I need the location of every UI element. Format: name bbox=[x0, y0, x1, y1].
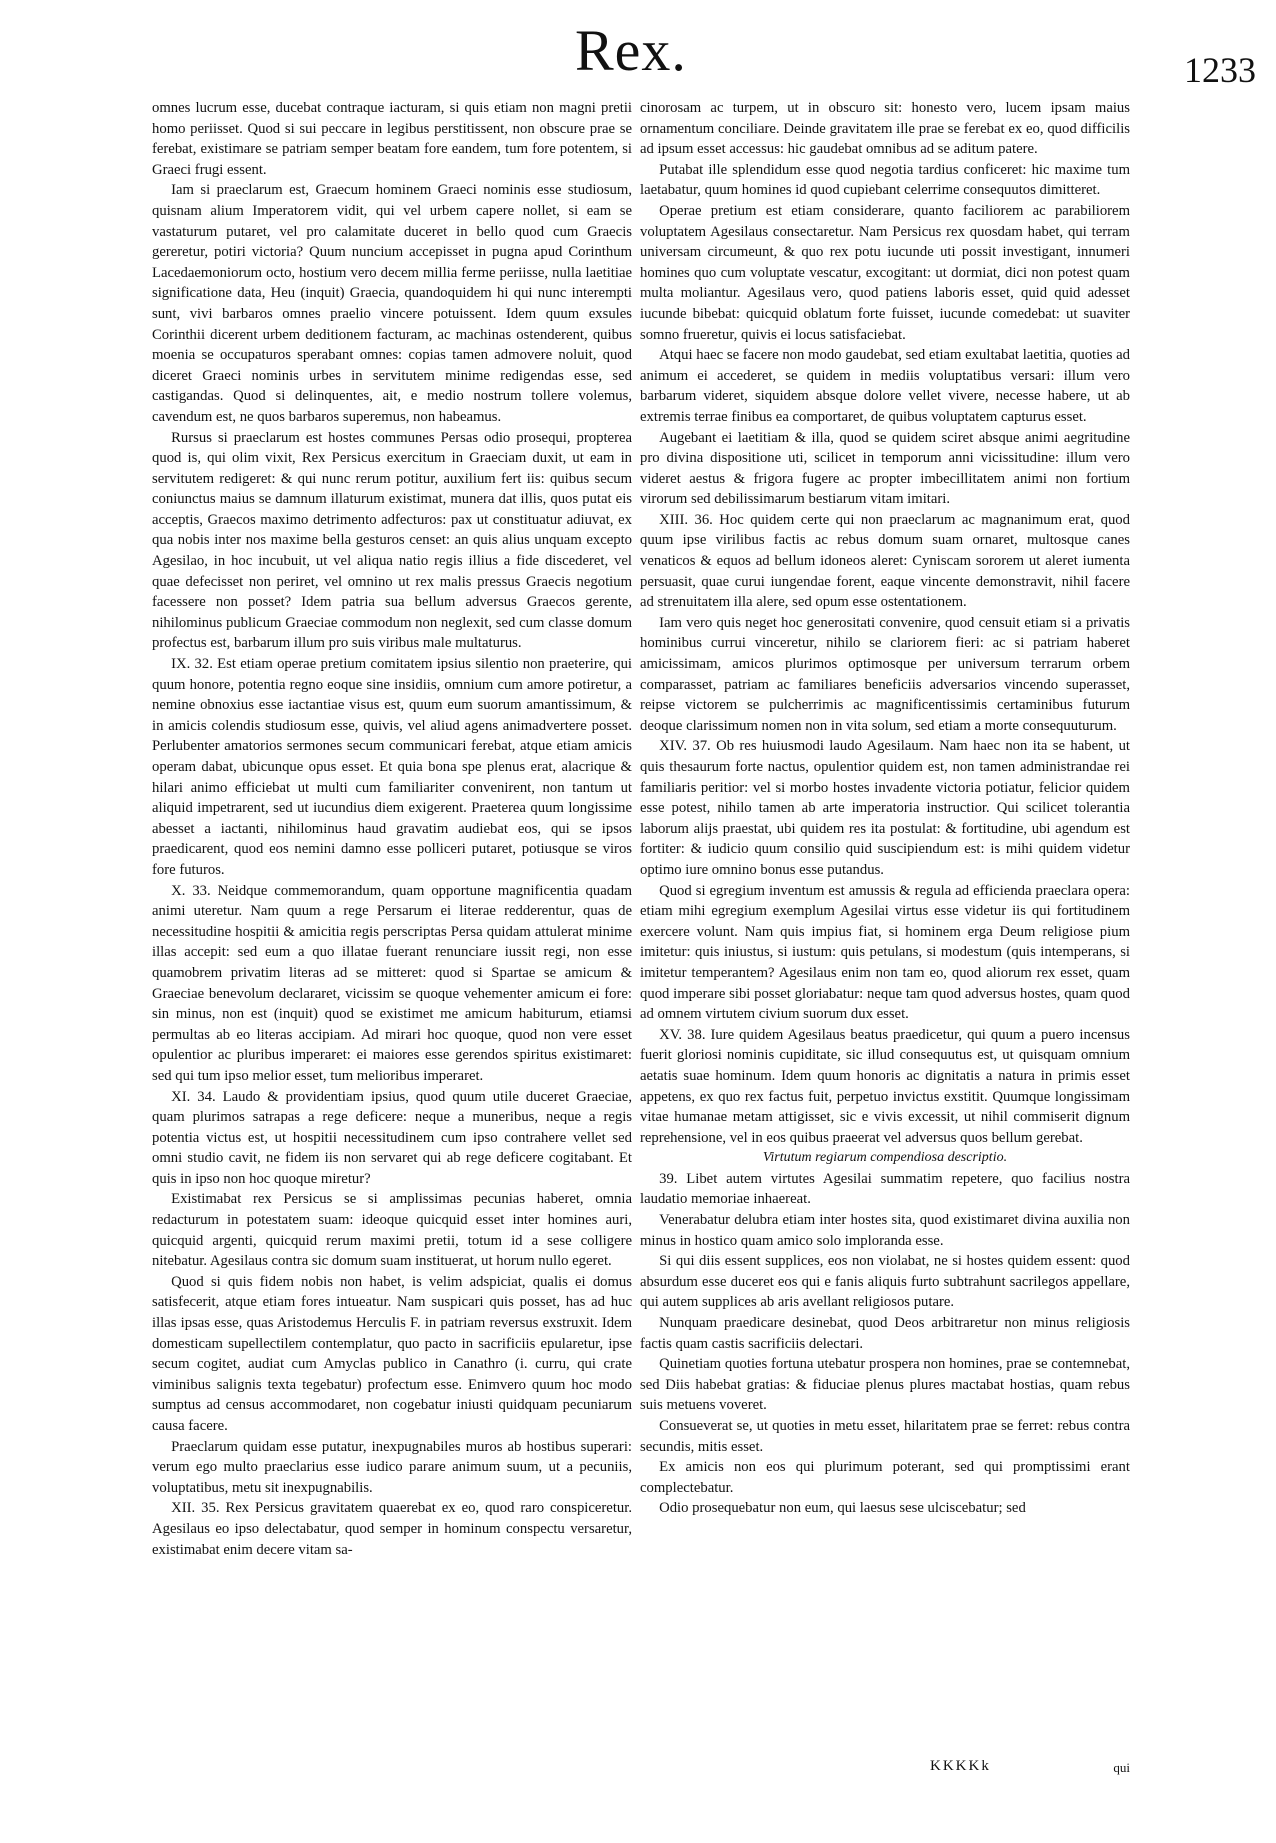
paragraph: 39. Libet autem virtutes Agesilai summatim repetere, quo facilius nostra laudatio memoriae inhaereat. bbox=[640, 1170, 1130, 1208]
paragraph: Existimabat rex Persicus se si amplissimas pecunias haberet, omnia redacturum in potestatem suam: ideoque quicquid esset inter homines auri, quicquid argenti, quicquid rerum maximi pretii, totum id a sese colligere nitebatur. Agesilaus contra sic domum suam instituerat, ut horum nullo egeret. bbox=[152, 1191, 632, 1270]
paragraph: Ex amicis non eos qui plurimum poterant, sed qui promptissimi erant complectebatur. bbox=[640, 1459, 1130, 1496]
paragraph: IX. 32. Est etiam operae pretium comitatem ipsius silentio non praeterire, qui quum honore, potentia regno eoque sine insidiis, omnium cum amore potiretur, a nemine obnoxius esse iactantiae visus est, quum eum suorum amantissimum, & in amicis colendis studiosum esse, quivis, vel aliud agens animadvertere posset. Perlubenter amatorios sermones secum communicari ferebat, atque etiam amicis operam dabat, ubicunque opus esset. Et quia bona spe plenus erat, alacrique & hilari animo efficiebat ut multi cum familiariter convenirent, non tantum ut aliquid impetrarent, sed ut iucundius diem exigerent. Praeterea quum longissime abesset a iactanti, nihilominus haud gravatim audiebat eos, qui se ipsos praedicarent, quod eos nemini damno esse polliceri putaret, potiusque se viros fore futuros. bbox=[152, 656, 632, 878]
right-column bbox=[640, 98, 1130, 1751]
paragraph: Praeclarum quidam esse putatur, inexpugnabiles muros ab hostibus superari: verum ego multo praeclarius esse iudico parare animum suum, ut a pecuniis, voluptatibus, metu sit inexpugnabilis. bbox=[152, 1438, 632, 1496]
paragraph: XI. 34. Laudo & providentiam ipsius, quod quum utile duceret Graeciae, quam plurimos satrapas a rege deficere: neque a muneribus, neque a regis potentia victus est, ut hospitii necessitudinem cum ipso contrahere vellet sed omni studio cavit, ne fidem iis non servaret qui ab rege deficere cogitabant. Et quis in ipso non hoc quoque miretur? bbox=[152, 1088, 632, 1187]
paragraph: Rursus si praeclarum est hostes communes Persas odio prosequi, propterea quod is, qui olim vixit, Rex Persicus exercitum in Graeciam duxit, ut eam in servitutem redigeret: & qui nunc rerum potitur, auxilium fert iis: quibus secum coniunctus maius se damnum illaturum existimat, munera dat illis, quos putat eis acceptis, Graecos maximo detrimento adfecturos: pax ut constituatur adiuvat, ex qua nobis inter nos maxime bella gesturos censet: an quis alius unquam excepto Agesilao, in hoc incubuit, ut vel aliqua natio regis illius a fide discederet, vel quae defecisset non periret, vel omnino ut rex malis pressus Graecis negotium facessere non posset? Idem patria sua bellum adversus Graecos gerente, nihilominus publicum Graeciae commodum non neglexit, sed cum classe domum profectus est, barbarum illum pro suis viribus male multaturus. bbox=[152, 429, 632, 652]
paragraph: X. 33. Neidque commemorandum, quam opportune magnificentia quadam animi uteretur. Nam quum a rege Persarum ei literae redderentur, quas de necessitudine hospitii & amicitia regis perscriptas Persa quidam attulerat minime illas accepit: sed eum a quo illatae fuerant renunciare iussit regi, non esse quamobrem privatim literas ad se mitteret: quod si Spartae se amicum & Graeciae benevolum declararet, vicissim se quoque vehementer amicum ei fore: sin minus, non est (inquit) quod se existimet me amicum habiturum, etiamsi permultas ab eo literas accipiam. Ad mirari hoc quoque, quod non vere esset opulentior ac pluribus imperaret: ei maiores esse gerendos spiritus existimaret: sed qui tum ipso melior esset, tum melioribus imperaret. bbox=[152, 882, 632, 1084]
paragraph: Atqui haec se facere non modo gaudebat, sed etiam exultabat laetitia, quoties ad animum ei accederet, se quidem in mediis voluptatibus versari: illum vero barbarum videret, siquidem absque dolore vellet vivere, necesse habere, ut ab extremis terrae finibus ea comportaret, de quibus voluptatem capturus esset. bbox=[640, 347, 1130, 425]
catchword: qui bbox=[1113, 1760, 1130, 1775]
left-column bbox=[152, 98, 632, 1751]
paragraph: Operae pretium est etiam considerare, quanto faciliorem ac parabiliorem voluptatem Agesilaus consectaretur. Nam Persicus rex quosdam habet, qui terram universam circumeunt, & quo rex potu iucunde uti possit investigant, innumeri homines quo cum voluptate vescatur, excogitant: ut dormiat, dici non potest quam multa moliantur. Agesilaus vero, quod patiens laboris esset, quid quid adesset iucunde bibebat: quicquid oblatum forte fuisset, iucunde comedebat: ut suaviter somno frueretur, quivis ei locus satisfaciebat. bbox=[640, 202, 1130, 343]
paragraph: Quinetiam quoties fortuna utebatur prospera non homines, prae se contemnebat, sed Diis habebat gratias: & fiduciae plenus plures mactabat hostias, quam rebus suis metuens voveret. bbox=[640, 1356, 1130, 1414]
paragraph: Augebant ei laetitiam & illa, quod se quidem sciret absque animi aegritudine pro divina dispositione uti, scilicet in temporum anni vicissitudine: illum vero videret aestus & frigora fugere ac propter imbecillitatem animi non fortium virorum sed debilissimarum bestiarum vitam imitari. bbox=[640, 429, 1130, 508]
paragraph: Iam si praeclarum est, Graecum hominem Graeci nominis esse studiosum, quisnam alium Imperatorem vidit, qui vel urbem capere nollet, si eam se vastaturum putaret, vel pro calamitate duceret in bello quod cum Graecis gereretur, potiri victoria? Quum nuncium accepisset in pugna apud Corinthum Lacedaemoniorum octo, hostium vero decem millia ferme periisse, nulla laetitiae significatione data, Heu (inquit) Graecia, quandoquidem hi qui nunc interempti sunt, vivi barbaros omnes praelio vincere potuissent. Idem quum exsules Corinthii dicerent urbem deditionem facturam, ac machinas ostenderent, quibus moenia se occupaturos sperabant omnes: copias tamen admovere noluit, quod diceret Graeci nominis urbes in servitutem minime redigendas esse, sed castigandas. Quod si delinquentes, ait, e medio nostrum tollere volemus, cavendum est, ne quos barbaros superemus, non habeamus. bbox=[152, 182, 632, 425]
paragraph: Iam vero quis neget hoc generositati convenire, quod censuit etiam si a privatis hominibus currui vinceretur, nihilo se clariorem fieri: ac si patriam haberet amicissimam, amicos plurimos optimosque per universum terrarum orbem comparasset, patriam ac familiares beneficiis adversarios vincendo superasset, reipse victorem se pulcherrimis ac magnificentissimis certaminibus futurum deoque clarissimum nomen non in vita solum, sed etiam a morte consequuturum. bbox=[640, 614, 1130, 734]
paragraph: XIII. 36. Hoc quidem certe qui non praeclarum ac magnanimum erat, quod quum ipse virilibus factis ac rebus domum suam ornaret, multosque canes venaticos & equos ad bellum idoneos aleret: Cyniscam sororem ut aleret iumenta persuasit, quae curui iungendae forent, eaque vincente demonstravit, nihil facere ad strenuitatem illa alere, sed opum esse ostentationem. bbox=[640, 511, 1130, 611]
paragraph: Odio prosequebatur non eum, qui laesus sese ulciscebatur; sed bbox=[659, 1500, 1026, 1517]
paragraph: cinorosam ac turpem, ut in obscuro sit: honesto vero, lucem ipsam maius ornamentum conciliare. Deinde gravitatem ille prae se ferebat ex eo, quod difficilis ad ipsum esset accessus: hic gaudebat omnibus ad se aditum patere. bbox=[640, 100, 1130, 158]
running-head: Rex. bbox=[575, 18, 687, 83]
paragraph: Putabat ille splendidum esse quod negotia tardius conficeret: hic maxime tum laetabatur, quum homines id quod cupiebant celerrime consequutos dimitteret. bbox=[640, 161, 1130, 199]
paragraph: XIV. 37. Ob res huiusmodi laudo Agesilaum. Nam haec non ita se habent, ut quis thesaurum forte nactus, opulentior quidem est, non tamen administrandae rei familiaris peritior: vel si morbo hostes invadente victoria potiatur, felicior quidem esse potest, nihilo tamen ab arte imperatoria instructior. Qui scilicet tolerantia laborum alijs praestat, ubi quidem res ita postulat: & fortitudine, ubi agendum est fortiter: & iudicio quum consilio quid suscipiendum est: is mihi quidem videtur optimo iure omnino bonus esse putandus. bbox=[640, 738, 1130, 878]
section-heading: Virtutum regiarum compendiosa descriptio. bbox=[762, 1150, 1008, 1166]
paragraph: Consueverat se, ut quoties in metu esset, hilaritatem prae se ferret: rebus contra secundis, mitis esset. bbox=[640, 1418, 1130, 1455]
paragraph: XV. 38. Iure quidem Agesilaus beatus praedicetur, qui quum a puero incensus fuerit gloriosi nominis cupiditate, sic illud consequutus est, ut quisquam omnium aetatis suae hominum. Idem quum honoris ac dignitatis a natura in primis esset appetens, ex quo rex factus fuit, perpetuo invictus exstitit. Quumque longissimam vitae humanae metam attigisset, sic e vivis excessit, ut nihil commiserit dignum reprehensione, vel in eos quibus praeerat vel adversus quos bellum gerebat. bbox=[640, 1026, 1130, 1146]
paragraph: XII. 35. Rex Persicus gravitatem quaerebat ex eo, quod raro conspiceretur. Agesilaus eo ipso delectabatur, quod semper in hominum conspectu versaretur, existimabat enim decere vitam sa- bbox=[152, 1500, 632, 1558]
signature-mark: KKKKk bbox=[930, 1758, 991, 1774]
page-footer bbox=[640, 1758, 1130, 1782]
page-header bbox=[0, 0, 1276, 100]
paragraph: Nunquam praedicare desinebat, quod Deos arbitraretur non minus religiosis factis quam castis sacrificiis delectari. bbox=[640, 1315, 1130, 1352]
page-number: 1233 bbox=[1184, 50, 1256, 90]
paragraph: omnes lucrum esse, ducebat contraque iacturam, si quis etiam non magni pretii homo periisset. Quod si sui peccare in legibus perstitissent, non obscure prae se ferebat, existimare se patriam semper beatam fore eandem, tum fore potentem, si Graeci frugi essent. bbox=[152, 100, 632, 178]
paragraph: Quod si quis fidem nobis non habet, is velim adspiciat, qualis ei domus satisfecerit, atque etiam fores intueatur. Nam suspicari quis posset, has ad huc illas ipsas esse, quas Aristodemus Herculis F. in patriam reversus exstruxit. Idem domesticam supellectilem contemplatur, quo pacto in sacrificiis epularetur, ipse secum cogitet, audiat cum Amyclas publico in Canathro (i. curru, qui crate viminibus salignis texta tegebatur) profectum esse. Enimvero quum hoc modo sumptus ad census accommodaret, non cogebatur iniusti quidquam pecuniarum causa facere. bbox=[152, 1273, 632, 1434]
paragraph: Quod si egregium inventum est amussis & regula ad efficienda praeclara opera: etiam mihi egregium exemplum Agesilai virtus esse videtur iis qui fortitudinem exercere volunt. Nam quis impius fiat, si hominem erga Deum religiose pium imitetur: quis iniustus, si iustum: quis petulans, si modestum (quis intemperans, si imitetur temperantem? Agesilaus enim non tam eo, quod aliorum rex esset, quam quod imperare sibi posset gloriabatur: neque tam quod adversus hostes, quam quod ad omnem virtutem civium suorum dux esset. bbox=[640, 882, 1130, 1023]
paragraph: Venerabatur delubra etiam inter hostes sita, quod existimaret divina auxilia non minus in hostico quam amico solo imploranda esse. bbox=[640, 1212, 1130, 1249]
paragraph: Si qui diis essent supplices, eos non violabat, ne si hostes quidem essent: quod absurdum esse duceret eos qui e fanis aliquis furto subtrahunt sacrilegos appellare, qui autem supplices ab aris avellant religiosos putare. bbox=[640, 1253, 1130, 1311]
